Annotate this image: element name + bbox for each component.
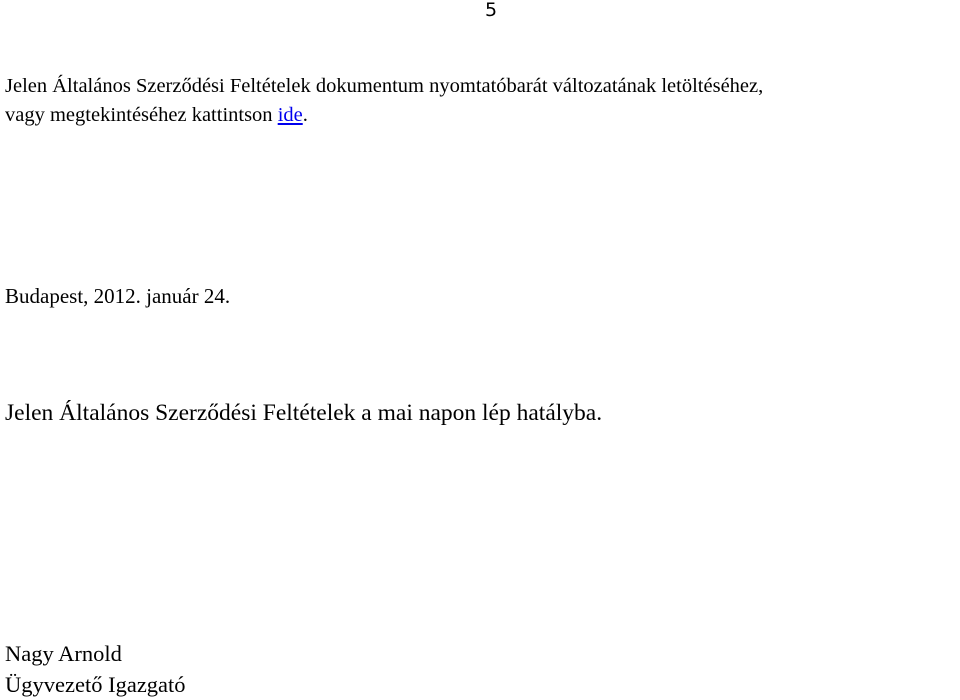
page-number: 5 <box>485 0 498 21</box>
intro-line-1: Jelen Általános Szerződési Feltételek dokumentum nyomtatóbarát változatának letöltéséhez, <box>5 75 764 97</box>
signatory-title: Ügyvezető Igazgató <box>5 672 186 697</box>
effective-date-statement: Jelen Általános Szerződési Feltételek a mai napon lép hatályba. <box>5 400 603 426</box>
download-link[interactable]: ide <box>277 104 303 126</box>
intro-line-2-prefix: vagy megtekintéséhez kattintson <box>5 104 278 126</box>
intro-paragraph <box>5 72 763 130</box>
signature-block <box>5 638 186 700</box>
intro-line-2-suffix: . <box>302 104 308 126</box>
signatory-name: Nagy Arnold <box>5 641 122 666</box>
date-line: Budapest, 2012. január 24. <box>5 284 231 308</box>
